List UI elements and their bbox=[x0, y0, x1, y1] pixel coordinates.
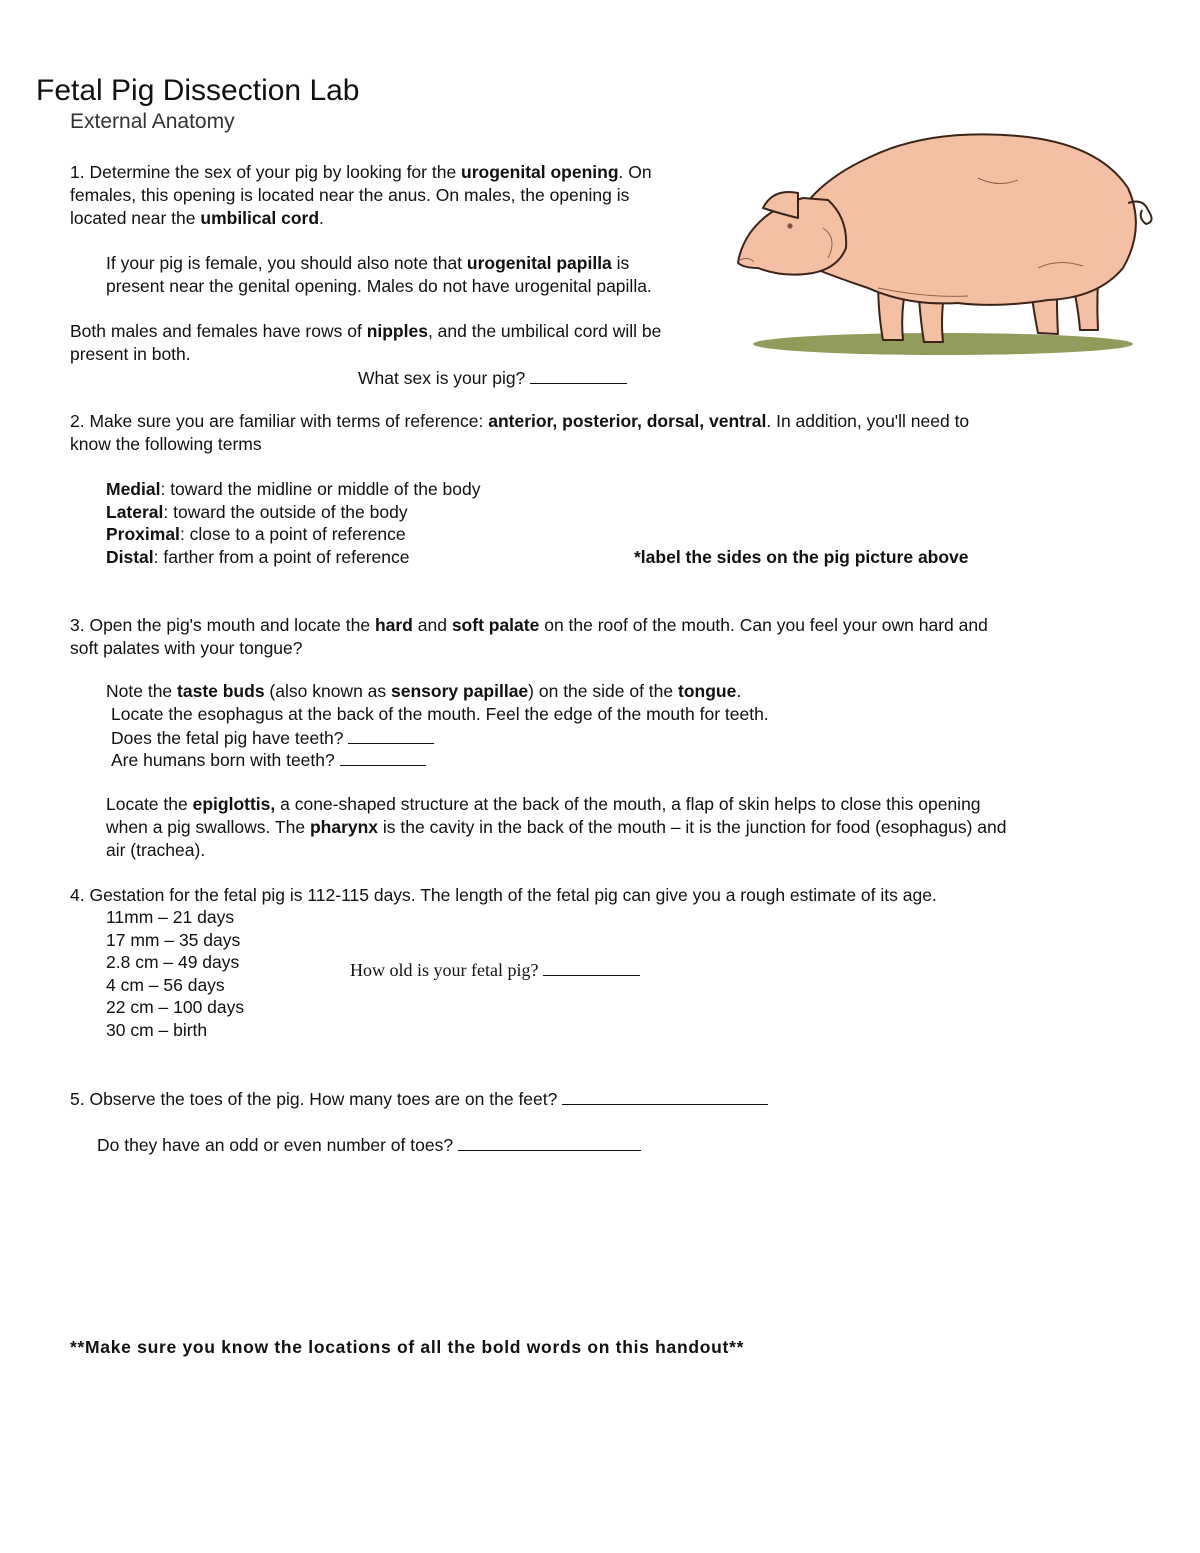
age-item: 17 mm – 35 days bbox=[106, 930, 241, 950]
pig-teeth-question: Does the fetal pig have teeth? bbox=[111, 726, 434, 750]
age-item: 11mm – 21 days bbox=[106, 907, 235, 927]
pig-illustration bbox=[728, 118, 1168, 368]
sec1-line-2: females, this opening is located near the anus. On males, the opening is bbox=[70, 185, 630, 205]
age-item: 4 cm – 56 days bbox=[106, 975, 225, 995]
age-item: 22 cm – 100 days bbox=[106, 997, 245, 1017]
odd-even-blank[interactable] bbox=[458, 1133, 641, 1151]
sec3-line-1: 3. Open the pig's mouth and locate the hard and soft palate on the roof of the mouth. Can you feel your own hard and bbox=[70, 615, 988, 635]
sec1-line-1: 1. Determine the sex of your pig by looking for the urogenital opening. On bbox=[70, 162, 652, 182]
term-proximal: Proximal: close to a point of reference bbox=[106, 524, 406, 544]
sec2-line-2: know the following terms bbox=[70, 434, 262, 454]
age-item: 2.8 cm – 49 days bbox=[106, 952, 240, 972]
page-subtitle: External Anatomy bbox=[70, 110, 235, 133]
human-teeth-question: Are humans born with teeth? bbox=[111, 748, 426, 772]
epiglottis-line-3: air (trachea). bbox=[106, 840, 206, 860]
sec3-line-2: soft palates with your tongue? bbox=[70, 638, 303, 658]
pig-body bbox=[738, 134, 1152, 342]
toes-question: 5. Observe the toes of the pig. How many toes are on the feet? bbox=[70, 1087, 768, 1111]
sec2-line-1: 2. Make sure you are familiar with terms of reference: anterior, posterior, dorsal, ventral. In addition, you'll need to bbox=[70, 411, 970, 431]
sex-answer-blank[interactable] bbox=[530, 366, 627, 384]
sec1-both-line-1: Both males and females have rows of nipples, and the umbilical cord will be bbox=[70, 321, 662, 341]
label-sides-note: *label the sides on the pig picture above bbox=[634, 547, 969, 567]
esophagus-note: Locate the esophagus at the back of the mouth. Feel the edge of the mouth for teeth. bbox=[111, 704, 769, 724]
term-medial: Medial: toward the midline or middle of the body bbox=[106, 479, 481, 499]
age-item: 30 cm – birth bbox=[106, 1020, 208, 1040]
taste-buds-note: Note the taste buds (also known as sensory papillae) on the side of the tongue. bbox=[106, 681, 742, 701]
toes-count-blank[interactable] bbox=[562, 1087, 768, 1105]
epiglottis-line-2: when a pig swallows. The pharynx is the cavity in the back of the mouth – it is the junction for food (esophagus) and bbox=[106, 817, 1007, 837]
age-question: How old is your fetal pig? bbox=[350, 958, 640, 982]
odd-even-question: Do they have an odd or even number of toes? bbox=[97, 1133, 641, 1157]
human-teeth-blank[interactable] bbox=[340, 748, 426, 766]
gestation-line: 4. Gestation for the fetal pig is 112-115 days. The length of the fetal pig can give you a rough estimate of its age. bbox=[70, 885, 937, 905]
sec1-female-note-1: If your pig is female, you should also note that urogenital papilla is bbox=[106, 253, 630, 273]
page-title: Fetal Pig Dissection Lab bbox=[36, 74, 360, 107]
term-distal: Distal: farther from a point of reference bbox=[106, 547, 410, 567]
sex-question: What sex is your pig? bbox=[358, 366, 627, 390]
epiglottis-line-1: Locate the epiglottis, a cone-shaped structure at the back of the mouth, a flap of skin helps to close this opening bbox=[106, 794, 981, 814]
age-answer-blank[interactable] bbox=[543, 958, 640, 976]
sec1-female-note-2: present near the genital opening. Males do not have urogenital papilla. bbox=[106, 276, 652, 296]
sec1-line-3: located near the umbilical cord. bbox=[70, 208, 324, 228]
pig-teeth-blank[interactable] bbox=[348, 726, 434, 744]
sec1-both-line-2: present in both. bbox=[70, 344, 191, 364]
term-lateral: Lateral: toward the outside of the body bbox=[106, 502, 408, 522]
bold-words-reminder: **Make sure you know the locations of all the bold words on this handout** bbox=[70, 1337, 745, 1357]
